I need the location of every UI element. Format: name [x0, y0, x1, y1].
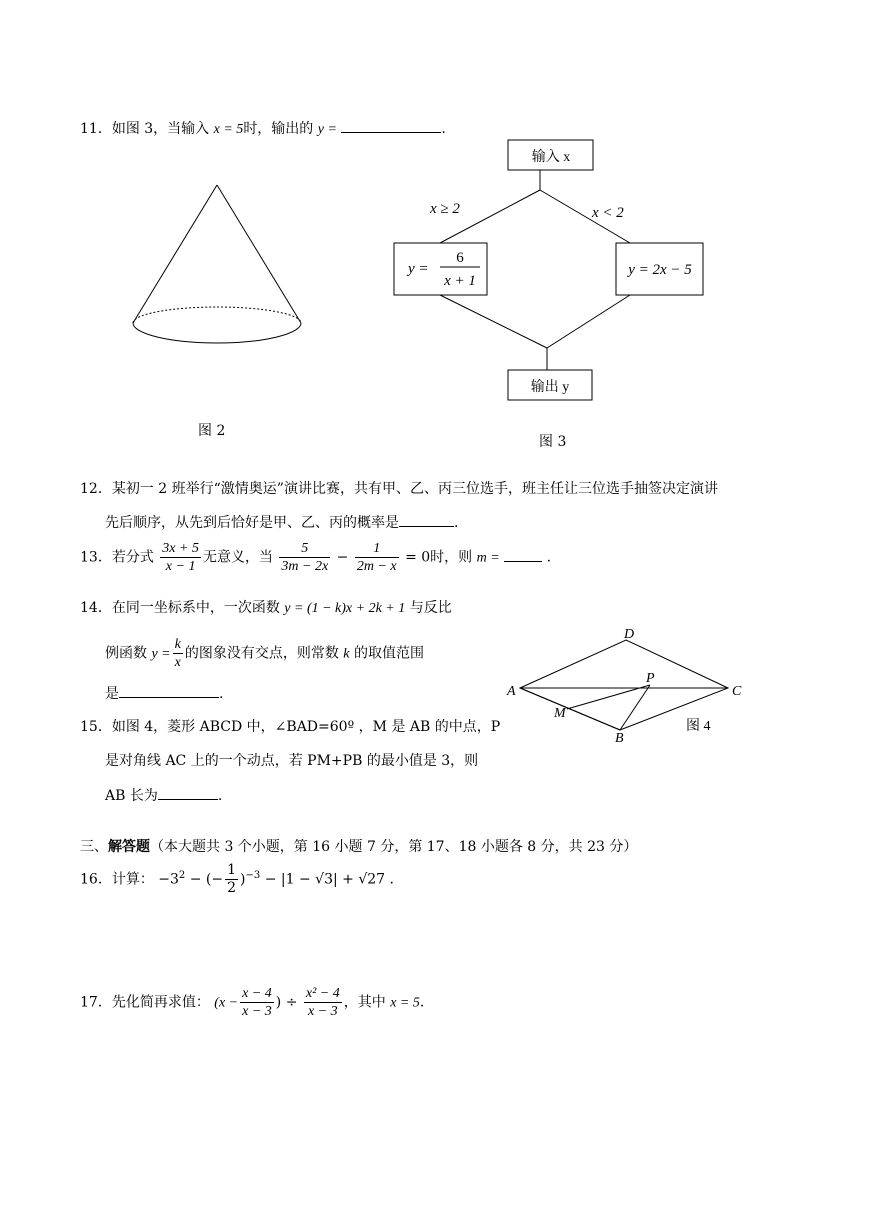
question-end: . — [441, 121, 446, 137]
question-text: ，其中 — [343, 994, 386, 1011]
segment-pm — [567, 685, 650, 709]
denominator: 2m − x — [356, 559, 397, 574]
numerator: 3x + 5 — [162, 541, 199, 556]
question-text: 如图 3，当输入 — [111, 121, 210, 137]
input-box-label: 输入 x — [531, 150, 571, 165]
question-number: 12． — [80, 481, 112, 497]
math-term: ) — [240, 871, 246, 888]
numerator: k — [174, 637, 181, 652]
math-term: (x − — [214, 995, 239, 1011]
numerator: x² − 4 — [305, 986, 340, 1001]
fraction — [225, 862, 238, 897]
rhombus-outline — [520, 640, 728, 730]
question-14-line-3 — [105, 683, 223, 703]
vertex-c-label: C — [732, 684, 742, 699]
left-formula-lhs: y = — [408, 261, 429, 277]
numerator: 1 — [373, 541, 381, 556]
question-text: 先化简再求值： — [111, 994, 210, 1011]
denominator: 3m − 2x — [281, 559, 329, 574]
question-15-line-3 — [105, 785, 222, 805]
question-text: 是对角线 AC 上的一个动点，若 PM+PB 的最小值是 3，则 — [105, 753, 479, 769]
question-number: 15． — [80, 719, 112, 735]
figure-4-caption: 图 4 — [686, 719, 711, 734]
question-text: 的取值范围 — [353, 645, 424, 662]
segment-pb — [620, 685, 650, 730]
math-term: − |1 − √3| + √27 — [264, 871, 386, 888]
question-14-line-2 — [105, 636, 424, 671]
question-text: 时，输出的 — [243, 121, 314, 137]
fraction — [304, 985, 342, 1020]
fraction — [279, 540, 330, 575]
figure-3-caption: 图 3 — [539, 434, 567, 450]
flow-line — [440, 295, 547, 348]
question-17 — [80, 985, 424, 1020]
question-13 — [80, 540, 551, 575]
fraction — [173, 636, 183, 671]
segment-mb-helper — [520, 688, 620, 730]
question-end: . — [454, 515, 459, 531]
equals-zero: = 0 — [405, 549, 431, 566]
math-expression: y = — [317, 122, 337, 137]
question-text: AB 长为 — [105, 788, 158, 804]
math-expression: m = — [476, 550, 500, 566]
answer-blank[interactable] — [119, 683, 219, 698]
point-p-label: P — [646, 671, 655, 686]
question-number: 16． — [80, 871, 112, 888]
question-end: . — [217, 788, 223, 804]
math-term: ) ÷ — [275, 994, 298, 1011]
fraction — [240, 985, 274, 1020]
cone-base-front — [133, 323, 301, 343]
left-formula-numerator: 6 — [456, 250, 464, 266]
math-expression: x = 5 — [213, 122, 244, 137]
math-expression: x = 5 — [390, 995, 420, 1011]
numerator: x − 4 — [242, 986, 272, 1001]
question-16 — [80, 862, 394, 897]
minus-sign: − — [336, 549, 349, 566]
figure-4-rhombus — [500, 620, 760, 750]
denominator: x — [174, 655, 181, 670]
question-text: 例函数 — [105, 645, 147, 662]
math-expression: y = — [151, 646, 171, 662]
cone-left-edge — [133, 185, 217, 323]
question-15-line-2 — [105, 750, 478, 770]
section-3-heading — [80, 836, 637, 856]
question-text: 与反比 — [409, 600, 452, 616]
question-end: . — [219, 686, 224, 702]
question-number: 13． — [80, 549, 112, 566]
question-text: 时，则 — [430, 549, 473, 566]
question-text: 是 — [105, 686, 119, 702]
numerator: 1 — [227, 862, 237, 878]
answer-blank[interactable] — [504, 547, 542, 562]
question-number: 14． — [80, 600, 112, 616]
answer-blank[interactable] — [341, 118, 441, 133]
exponent: 2 — [178, 869, 186, 881]
question-end: . — [546, 549, 552, 566]
question-14-line-1 — [80, 597, 452, 617]
question-text: 某初一 2 班举行“激情奥运”演讲比赛，共有甲、乙、丙三位选手，班主任让三位选手抽签决定演讲 — [111, 481, 718, 497]
question-end: . — [419, 994, 425, 1011]
numerator: 5 — [301, 541, 309, 556]
right-formula: y = 2x − 5 — [628, 262, 692, 278]
question-number: 11． — [80, 121, 112, 137]
fraction — [160, 540, 201, 575]
question-15-line-1 — [80, 716, 500, 736]
point-m-label: M — [554, 706, 566, 721]
section-number: 三、 — [80, 839, 108, 855]
answer-blank[interactable] — [158, 785, 218, 800]
question-text: 先后顺序，从先到后恰好是甲、乙、丙的概率是 — [105, 515, 399, 531]
question-text: 的图象没有交点，则常数 — [184, 645, 339, 662]
math-expression: y = (1 − k)x + 2k + 1 — [284, 601, 406, 616]
question-text: 在同一坐标系中，一次函数 — [111, 600, 280, 616]
condition-left: x ≥ 2 — [430, 201, 460, 217]
cone-right-edge — [217, 185, 301, 323]
question-text: 无意义，当 — [202, 549, 273, 566]
vertex-b-label: B — [615, 731, 624, 746]
question-12-line-1 — [80, 478, 718, 498]
fraction — [355, 540, 399, 575]
vertex-d-label: D — [624, 627, 635, 642]
figure-3-flowchart — [380, 135, 720, 410]
question-12-line-2 — [105, 512, 458, 532]
answer-blank[interactable] — [399, 512, 454, 527]
denominator: x − 1 — [160, 557, 201, 575]
denominator: 2 — [227, 880, 237, 896]
exponent: −3 — [245, 869, 261, 881]
math-term: −3 — [158, 871, 179, 888]
math-term: − (− — [189, 871, 224, 888]
output-box-label: 输出 y — [530, 380, 570, 395]
question-number: 17． — [80, 994, 112, 1011]
cone-base-back — [133, 307, 301, 323]
figure-2-cone — [120, 175, 320, 355]
flow-line — [547, 295, 630, 348]
question-text: 计算： — [111, 871, 154, 888]
vertex-a-label: A — [507, 684, 516, 699]
left-formula-denominator: x + 1 — [444, 273, 476, 289]
question-text: 若分式 — [111, 549, 154, 566]
question-text: 如图 4，菱形 ABCD 中，∠BAD=60º ，M 是 AB 的中点，P — [111, 719, 501, 735]
section-note: （本大题共 3 个小题，第 16 小题 7 分，第 17、18 小题各 8 分，共 23 分） — [150, 839, 638, 855]
section-title: 解答题 — [108, 839, 150, 855]
question-end: . — [389, 871, 394, 888]
condition-right: x < 2 — [592, 205, 624, 221]
denominator: x − 3 — [304, 1002, 342, 1020]
denominator: x − 3 — [242, 1004, 272, 1019]
math-variable: k — [343, 646, 350, 662]
figure-2-caption: 图 2 — [198, 423, 226, 439]
